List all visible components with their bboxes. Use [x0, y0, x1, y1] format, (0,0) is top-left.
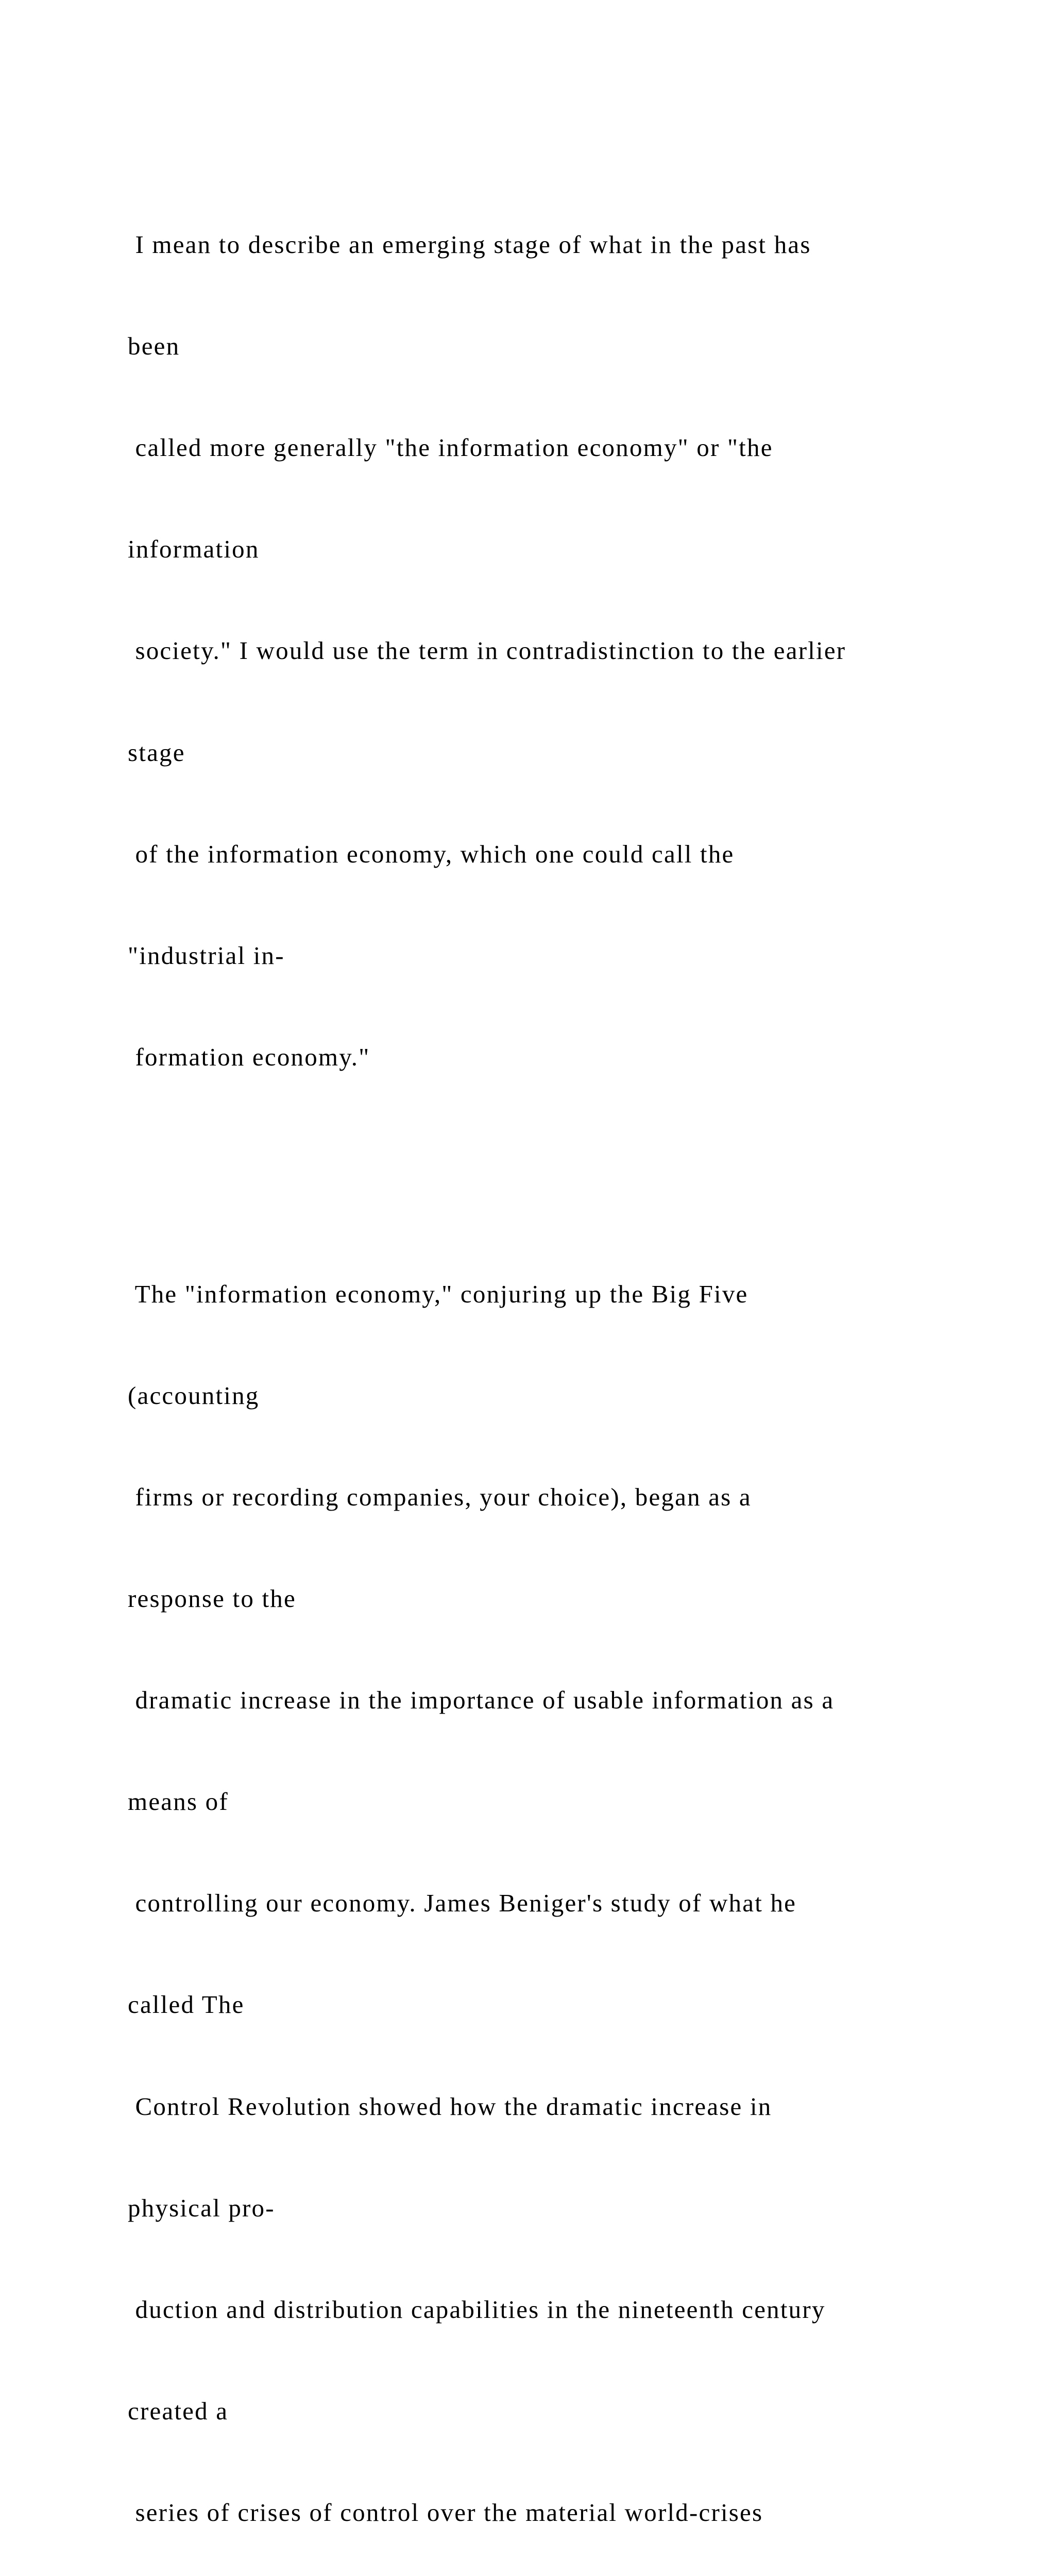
text-line: controlling our economy. James Beniger's study of what he [128, 1889, 797, 1918]
body-text [128, 126, 1003, 2576]
text-line: physical pro- [128, 2193, 275, 2222]
text-line: formation economy." [128, 1042, 370, 1071]
text-line: created a [128, 2396, 229, 2425]
text-line: response to the [128, 1584, 296, 1613]
text-line: been [128, 332, 180, 361]
text-line: information [128, 535, 260, 564]
text-line: society." I would use the term in contradistinction to the earlier [128, 636, 846, 665]
text-line: I mean to describe an emerging stage of what in the past has [128, 230, 811, 259]
text-line: means of [128, 1787, 229, 1816]
text-line: Control Revolution showed how the dramatic increase in [128, 2092, 772, 2121]
text-line: called The [128, 1990, 245, 2019]
text-line: called more generally "the information economy" or "the [128, 433, 773, 462]
text-line: of the information economy, which one could call the [128, 839, 735, 868]
text-line: The "information economy," conjuring up the Big Five [128, 1279, 748, 1308]
text-line: (accounting [128, 1381, 260, 1410]
text-line: duction and distribution capabilities in the nineteenth century [128, 2295, 826, 2324]
text-line: "industrial in- [128, 941, 285, 970]
text-line: firms or recording companies, your choice), began as a [128, 1482, 752, 1511]
paragraph-gap [128, 1142, 1003, 1176]
text-line: stage [128, 738, 185, 767]
text-line: series of crises of control over the material world-crises [128, 2498, 763, 2527]
text-line: dramatic increase in the importance of usable information as a [128, 1686, 835, 1715]
